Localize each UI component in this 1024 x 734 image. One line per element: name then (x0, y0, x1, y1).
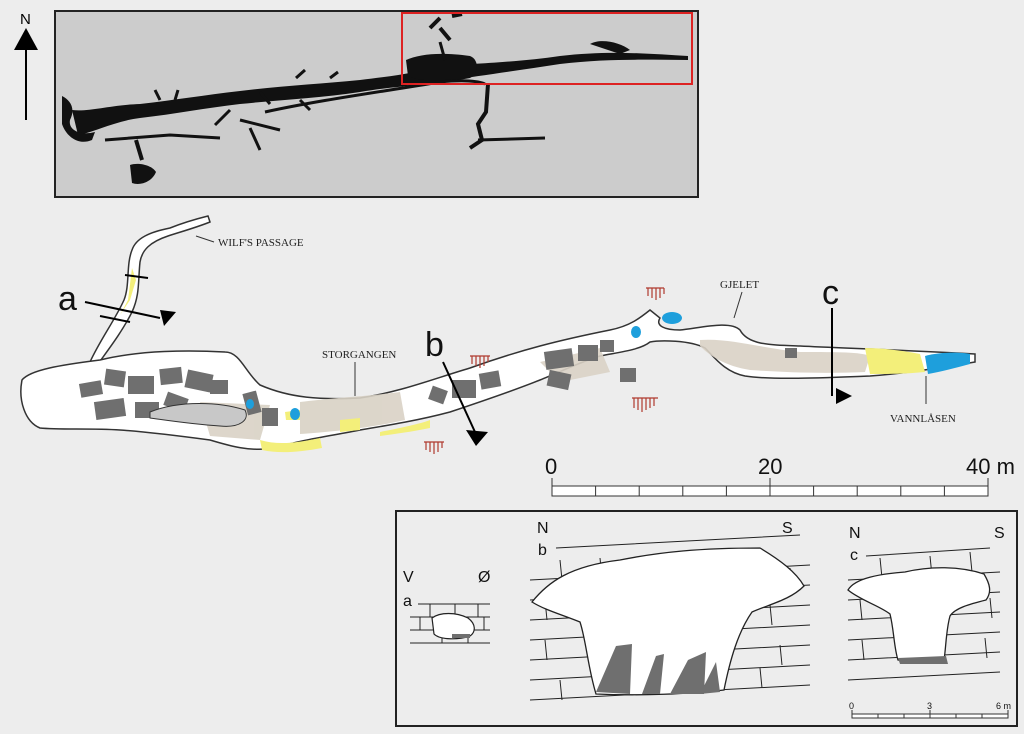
north-arrow-head-icon (14, 28, 38, 50)
cross-section-c-right-dir: S (994, 525, 1005, 542)
scale-tick-0: 0 (545, 454, 558, 479)
cross-sections-panel (396, 511, 1017, 726)
cross-section-c-left-dir: N (849, 525, 861, 542)
cross-scale-tick-6: 6 m (996, 701, 1012, 711)
cross-section-a-right-dir: Ø (478, 569, 491, 586)
section-c-arrow-icon (836, 388, 852, 404)
cross-section-c-id: c (850, 547, 858, 564)
section-label-c: c (822, 274, 839, 312)
scale-tick-40: 40 m (966, 454, 1015, 479)
overview-map (55, 11, 698, 197)
stalactite-icon (424, 442, 444, 454)
scale-bar (545, 454, 1015, 496)
label-gjelet: GJELET (720, 279, 760, 291)
stalactite-icon (632, 398, 658, 412)
label-wilfs-passage: WILF'S PASSAGE (218, 237, 304, 249)
cave-plan (21, 216, 975, 454)
cross-section-b-left-dir: N (537, 520, 549, 537)
section-b-arrow-icon (466, 430, 488, 446)
cross-section-a-left-dir: V (403, 569, 414, 586)
cross-section-b-id: b (538, 542, 547, 559)
section-label-a: a (58, 280, 77, 318)
section-a-arrow-icon (160, 310, 176, 326)
section-label-b: b (425, 326, 444, 364)
cross-section-b-right-dir: S (782, 520, 793, 537)
north-arrow-label: N (20, 11, 31, 28)
label-vannlasen: VANNLÅSEN (890, 413, 956, 425)
cross-section-a-id: a (403, 593, 412, 610)
cross-scale-tick-3: 3 (927, 701, 933, 711)
cross-scale-tick-0: 0 (849, 701, 855, 711)
scale-tick-20: 20 (758, 454, 783, 479)
label-storgangen: STORGANGEN (322, 349, 397, 361)
stalactite-icon (646, 288, 664, 300)
wilfs-passage-outline (90, 216, 210, 364)
north-arrow (14, 11, 38, 120)
